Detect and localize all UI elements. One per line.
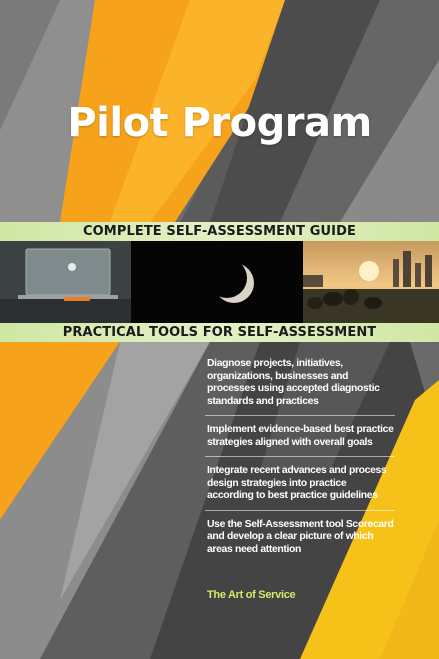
benefit-list (205, 358, 395, 571)
publisher-name: The Art of Service (207, 589, 296, 601)
moon-photo (131, 241, 303, 323)
book-title: Pilot Program (67, 100, 372, 146)
laptop-photo (0, 241, 131, 323)
list-item: Diagnose projects, initiatives, organizations, businesses and processes using accepted diagnostic standards and practices (205, 358, 395, 416)
photo-strip (0, 241, 439, 323)
list-item: Use the Self-Assessment tool Scorecard and develop a clear picture of which areas need attention (207, 518, 394, 555)
city-sunset-photo (303, 241, 439, 323)
list-item: Integrate recent advances and process design strategies into practice according to best practice guidelines (205, 465, 395, 511)
subtitle-band-bottom: PRACTICAL TOOLS FOR SELF-ASSESSMENT (0, 323, 439, 342)
subtitle-band-top: COMPLETE SELF-ASSESSMENT GUIDE (0, 222, 439, 241)
list-item: Implement evidence-based best practice strategies aligned with overall goals (205, 424, 395, 457)
